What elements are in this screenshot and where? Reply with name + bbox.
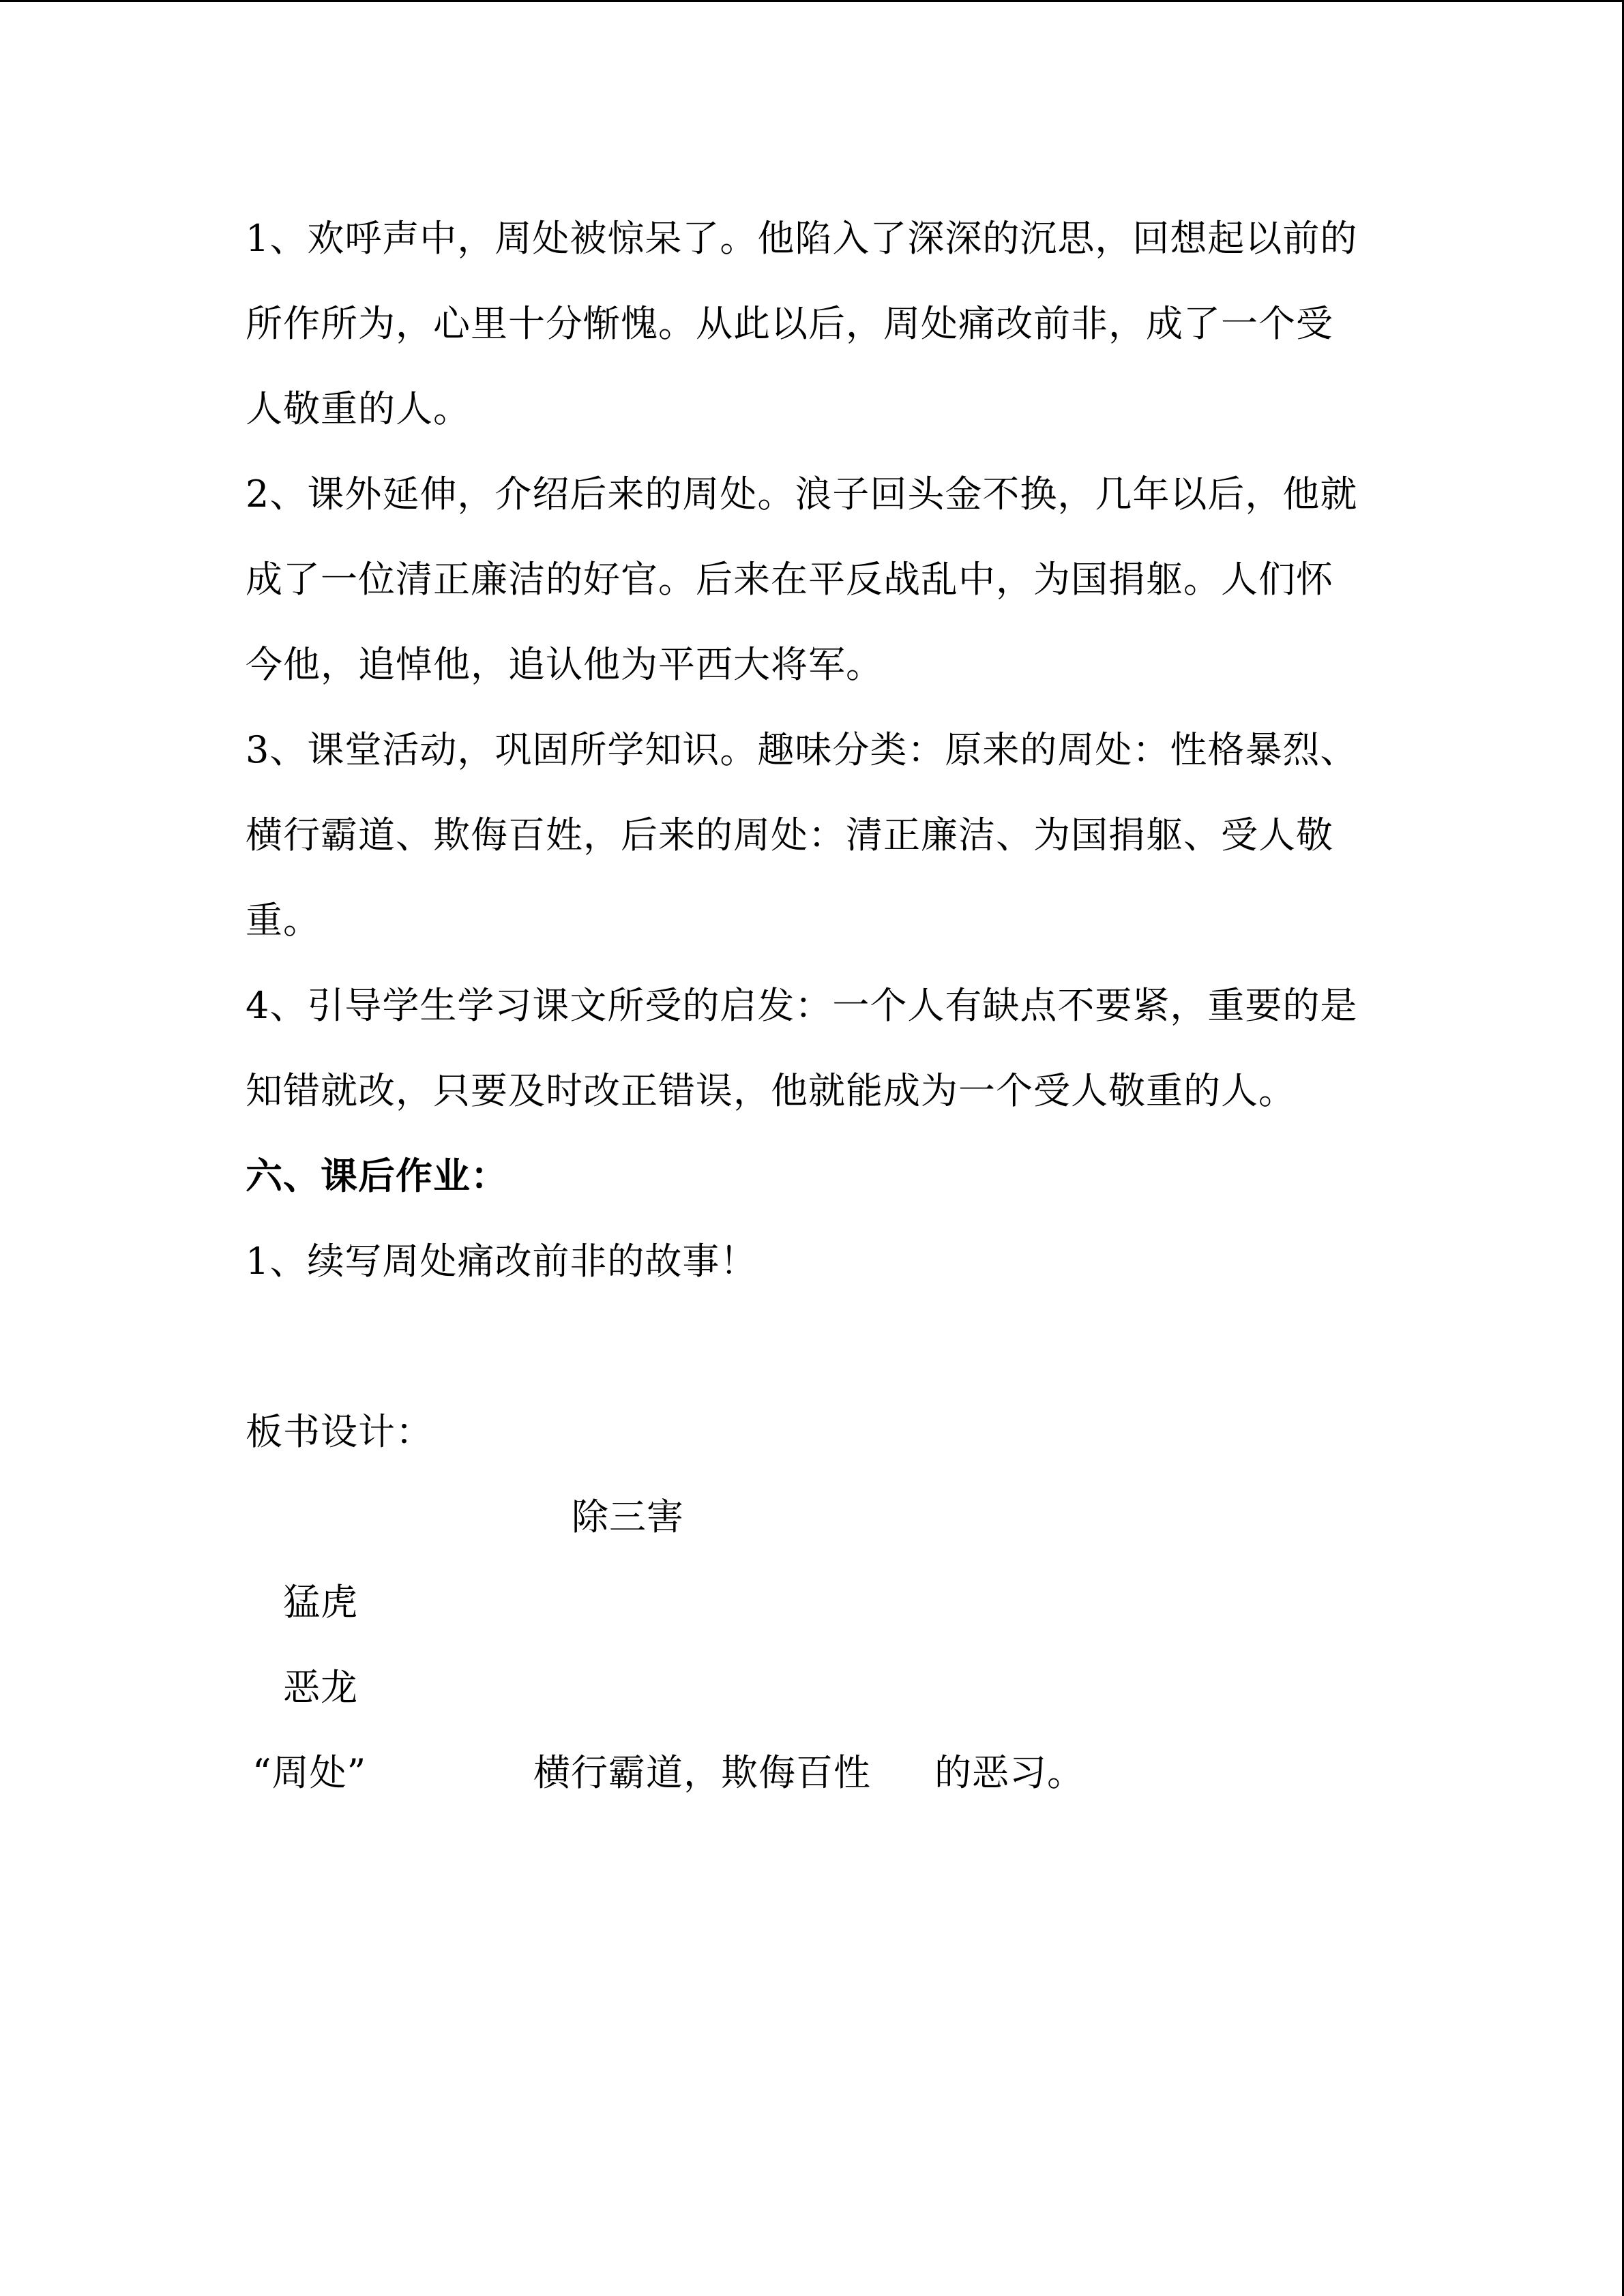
blackboard-label: 板书设计： [246,1410,433,1453]
paragraph-3-line-2: 横行霸道、欺侮百姓，后来的周处：清正廉洁、为国捐躯、受人敬 [246,814,1333,856]
blackboard-zhouchu: “周处” [252,1751,367,1794]
paragraph-1-line-2: 所作所为，心里十分惭愧。从此以后，周处痛改前非，成了一个受 [246,302,1333,345]
blackboard-suffix: 的恶习。 [934,1751,1084,1794]
paragraph-2-line-1: 2、课外延伸，介绍后来的周处。浪子回头金不换，几年以后，他就 [246,473,1358,516]
paragraph-1-line-1: 1、欢呼声中，周处被惊呆了。他陷入了深深的沉思，回想起以前的 [246,217,1358,260]
paragraph-1-line-3: 人敬重的人。 [246,387,471,430]
paragraph-4-line-1: 4、引导学生学习课文所受的启发：一个人有缺点不要紧，重要的是 [246,984,1358,1027]
paragraph-4-line-2: 知错就改，只要及时改正错误，他就能成为一个受人敬重的人。 [246,1069,1296,1112]
blackboard-item-dragon: 恶龙 [283,1666,358,1709]
paragraph-2-line-3: 今他，追悼他，追认他为平西大将军。 [246,643,883,686]
blackboard-item-tiger: 猛虎 [283,1581,358,1624]
blackboard-habit: 横行霸道，欺侮百性 [533,1751,871,1794]
paragraph-3-line-1: 3、课堂活动，巩固所学知识。趣味分类：原来的周处：性格暴烈、 [246,728,1358,771]
homework-heading: 六、课后作业： [246,1154,508,1197]
homework-item-1: 1、续写周处痛改前非的故事！ [246,1240,758,1283]
blackboard-title: 除三害 [572,1495,684,1538]
page-border-top [0,0,1624,2]
paragraph-2-line-2: 成了一位清正廉洁的好官。后来在平反战乱中，为国捐躯。人们怀 [246,558,1333,601]
paragraph-3-line-3: 重。 [246,899,321,942]
